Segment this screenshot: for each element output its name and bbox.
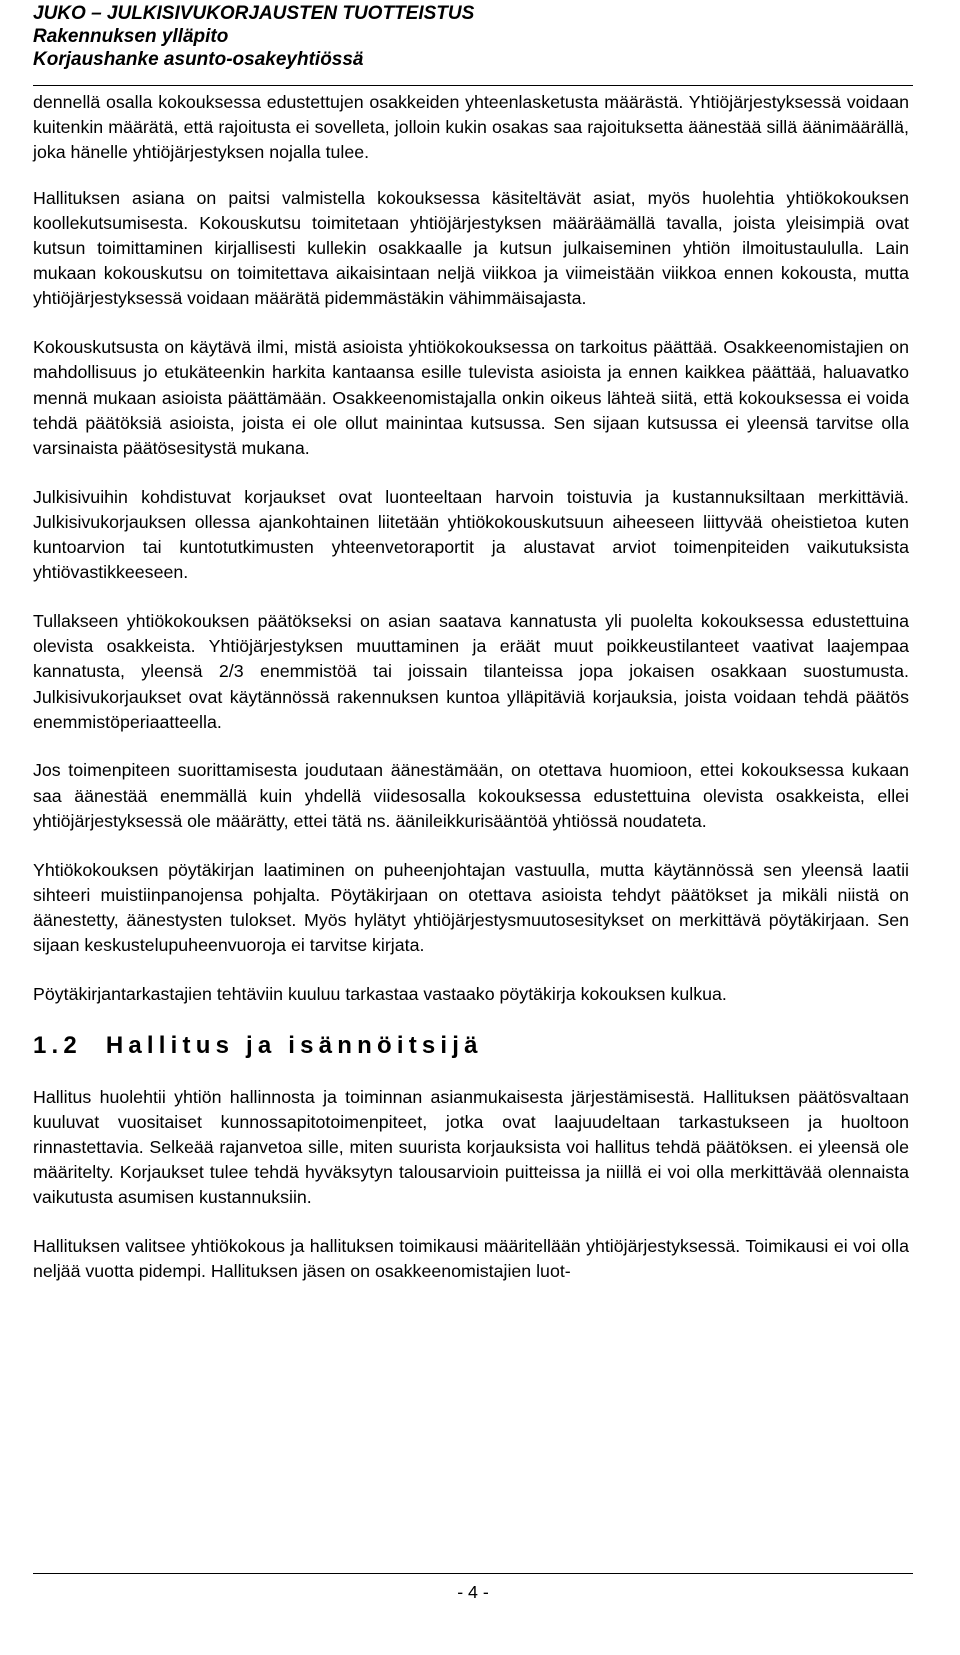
body-paragraph: Julkisivuihin kohdistuvat korjaukset ovat luonteeltaan harvoin toistuvia ja kustannuksiltaan merkittäviä. Julkisivukorjauksen ollessa ajankohtainen liitetään yhtiökokouskutsuun aiheeseen liittyvää oheistietoa kuten kuntoarvion tai kuntotutkimusten yhteenvetoraportit ja alustavat arviot toimenpiteiden vaikutuksista yhtiövastikkeeseen.	[33, 486, 909, 583]
section-heading	[33, 1031, 909, 1061]
running-header	[33, 2, 913, 71]
body-paragraph: Hallituksen valitsee yhtiökokous ja hallituksen toimikausi määritellään yhtiöjärjestyksessä. Toimikausi ei voi olla neljää vuotta pidempi. Hallituksen jäsen on osakkeenomistajien luot-	[33, 1236, 909, 1282]
document-body	[33, 90, 909, 1308]
body-paragraph: Kokouskutsusta on käytävä ilmi, mistä asioista yhtiökokouksessa on tarkoitus päättää. Osakkeenomistajien on mahdollisuus jo etukäteenkin harkita kantaansa esille tulevista asioista ja ennen kaikkea päättää, haluavatko mennä mukaan asioista päättämään. Osakkeenomistajalla onkin oikeus lähteä siitä, että kokouksessa ei voida tehdä päätöksiä asioista, joista ei ole ollut mainintaa kutsussa. Sen sijaan kutsussa ei yleensä tarvitse olla varsinaista päätösesitystä mukana.	[33, 337, 909, 458]
body-paragraph: Hallitus huolehtii yhtiön hallinnosta ja toiminnan asianmukaisesta järjestämisestä. Hallituksen päätösvaltaan kuuluvat vuositaiset kunnossapitotoimenpiteet, jotka ovat laajuudeltaan tarkastukseen ja huoltoon rinnastettavia. Selkeää rajanvetoa sille, miten suurista korjauksista voi hallitus tehdä päätöksen. ei yleensä ole määritelty. Korjaukset tulee tehdä hyväksytyn talousarvioin puitteissa ja niillä ei voi olla merkittävää olennaista vaikutusta asumisen kustannuksiin.	[33, 1086, 909, 1208]
body-paragraph: Tullakseen yhtiökokouksen päätökseksi on asian saatava kannatusta yli puolelta kokouksessa edustettuina olevista osakkeista. Yhtiöjärjestyksen muuttaminen ja eräät muut poikkeustilanteet vaativat laajempaa kannatusta, yleensä 2/3 enemmistöä tai joissain tilanteissa jopa jokaisen osakkaan suostumusta. Julkisivukorjaukset ovat käytännössä rakennuksen kuntoa ylläpitäviä korjauksia, joista voidaan tehdä päätös enemmistöperiaatteella.	[33, 610, 909, 732]
body-paragraph: Hallituksen asiana on paitsi valmistella kokouksessa käsiteltävät asiat, myös huolehtia yhtiökokouksen koollekutsumisesta. Kokouskutsu toimitetaan yhtiöjärjestyksen määräämällä tavalla, joista yleisimpiä ovat kutsun toimittaminen kirjallisesti kullekin osakkaalle ja kutsun julkaiseminen yhtiön ilmoitustaululla. Lain mukaan kokouskutsu on toimitettava aikaisintaan neljä viikkoa ja viimeistään viikkoa ennen kokousta, mutta yhtiöjärjestyksessä voidaan määrätä pidemmästäkin vähimmäisajasta.	[33, 187, 909, 309]
footer-divider	[33, 1573, 913, 1574]
body-paragraph: dennellä osalla kokouksessa edustettujen osakkeiden yhteenlasketusta määrästä. Yhtiöjärjestyksessä voidaan kuitenkin määrätä, että rajoitusta ei sovelleta, jolloin kukin osakas saa rajoituksetta äänestää sillä äänimäärällä, joka hänelle yhtiöjärjestyksen nojalla tulee.	[33, 92, 909, 163]
document-page	[33, 0, 913, 1655]
section-title: Hallitus ja isännöitsijä	[105, 1031, 483, 1059]
header-subtitle: Rakennuksen ylläpito	[33, 26, 229, 47]
header-subtitle-2: Korjaushanke asunto-osakeyhtiössä	[33, 49, 364, 70]
body-paragraph: Jos toimenpiteen suorittamisesta joudutaan äänestämään, on otettava huomioon, ettei kokouksessa kukaan saa äänestää enemmällä kuin yhdellä viidesosalla kokouksessa edustettuina olevista osakkeista, ellei yhtiöjärjestyksessä ole määrätty, ettei tätä ns. äänileikkurisääntöä yhtiössä noudateta.	[33, 760, 909, 831]
header-title: JUKO – JULKISIVUKORJAUSTEN TUOTTEISTUS	[33, 3, 475, 24]
body-paragraph: Pöytäkirjantarkastajien tehtäviin kuuluu tarkastaa vastaako pöytäkirja kokouksen kulkua.	[33, 983, 727, 1004]
page-number: - 4 -	[457, 1582, 489, 1602]
body-paragraph: Yhtiökokouksen pöytäkirjan laatiminen on puheenjohtajan vastuulla, mutta käytännössä sen yleensä laatii sihteeri muistiinpanojensa pohjalta. Pöytäkirjaan on otettava asioista tehdyt päätökset ja mikäli niistä on äänestetty, äänestysten tulokset. Myös hylätyt yhtiöjärjestysmuutosesitykset on merkittävä pöytäkirjaan. Sen sijaan keskustelupuheenvuoroja ei tarvitse kirjata.	[33, 859, 909, 956]
header-divider	[33, 85, 913, 86]
section-number: 1.2	[33, 1031, 82, 1059]
